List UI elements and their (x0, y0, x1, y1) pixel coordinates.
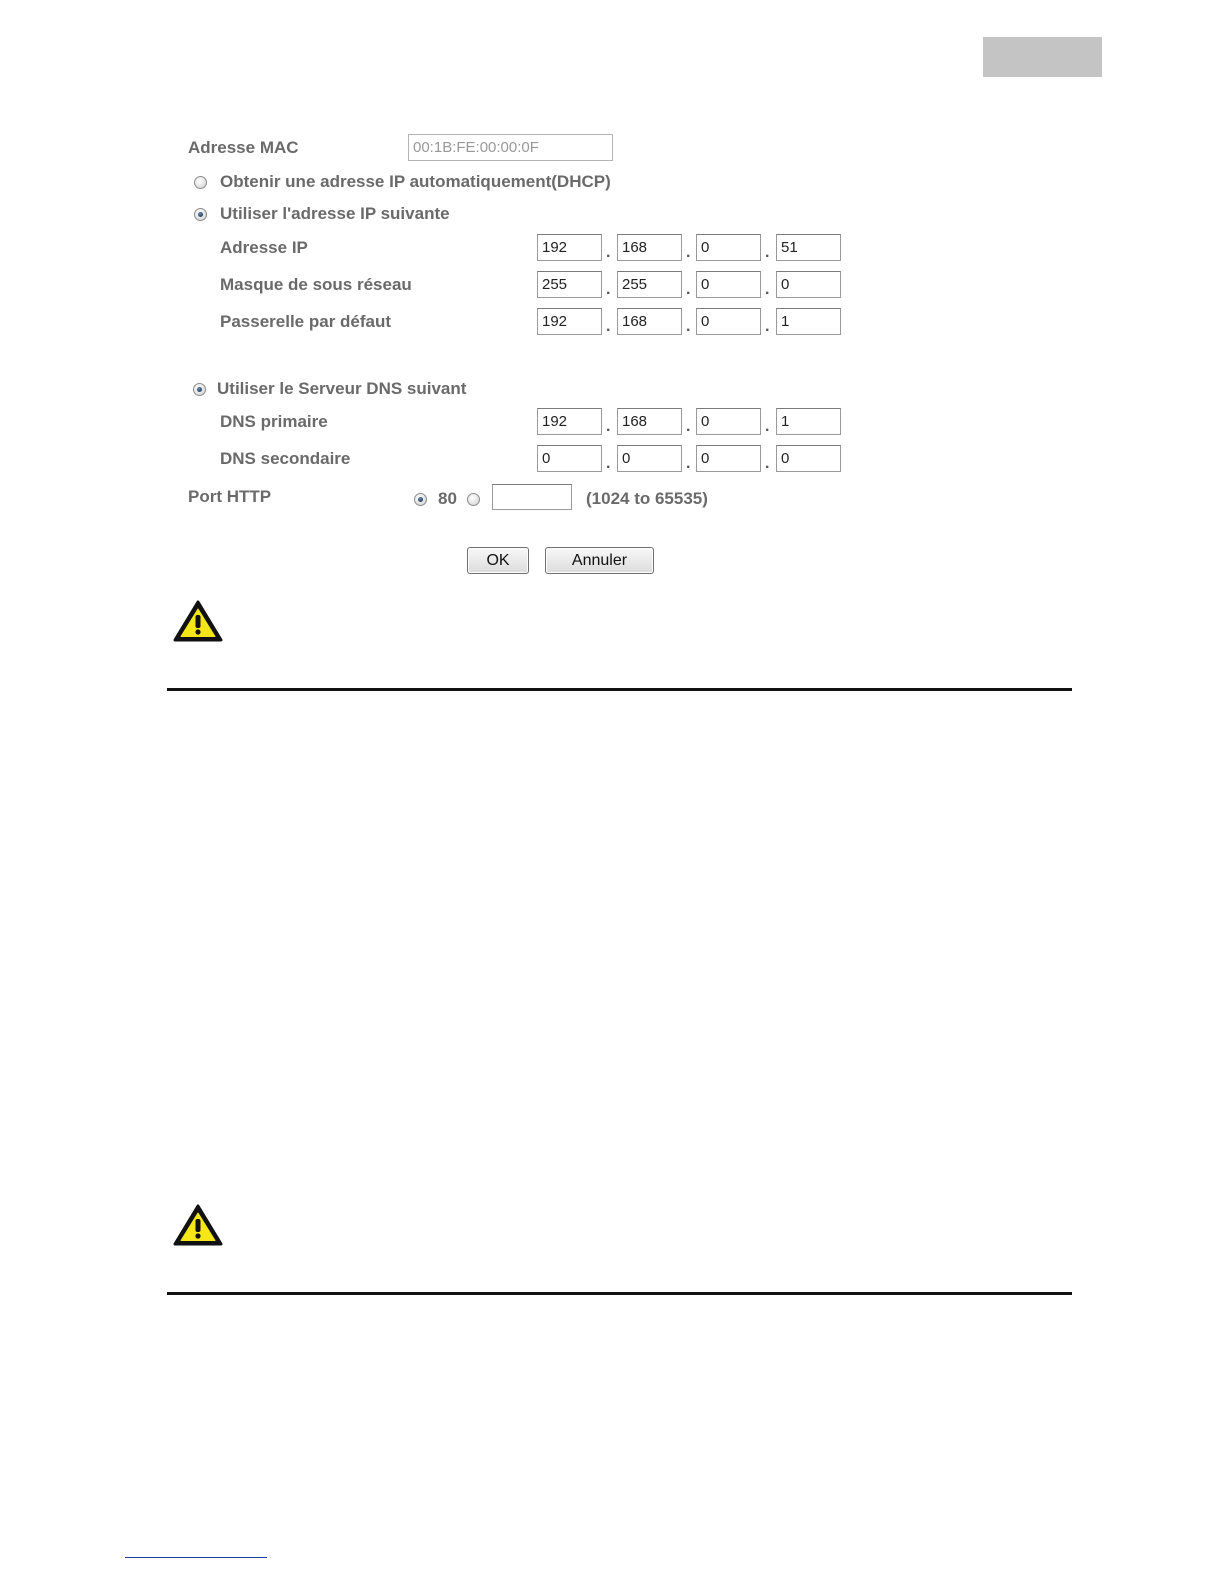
subnet-mask-octet-1[interactable] (537, 271, 602, 298)
cancel-button[interactable]: Annuler (545, 547, 654, 574)
octet-separator: . (765, 418, 770, 435)
dns-primary-octet-1[interactable] (537, 408, 602, 435)
section-divider (167, 1292, 1072, 1295)
dns-secondary-octet-2[interactable] (617, 445, 682, 472)
dns-secondary-octet-1[interactable] (537, 445, 602, 472)
ip-address-octet-3[interactable] (696, 234, 761, 261)
http-port-custom-field[interactable] (492, 484, 572, 510)
dns-secondary-octet-4[interactable] (776, 445, 841, 472)
mac-address-field[interactable] (408, 134, 613, 161)
gateway-octet-3[interactable] (696, 308, 761, 335)
octet-separator: . (606, 418, 611, 435)
octet-separator: . (606, 244, 611, 261)
bottom-link-underline (125, 1557, 267, 1558)
octet-separator: . (686, 418, 691, 435)
http-port-default-radio[interactable] (414, 493, 427, 506)
http-port-range-hint: (1024 to 65535) (586, 489, 708, 508)
octet-separator: . (765, 455, 770, 472)
octet-separator: . (686, 244, 691, 261)
dns-secondary-octet-3[interactable] (696, 445, 761, 472)
gateway-label: Passerelle par défaut (220, 312, 392, 331)
dhcp-radio[interactable] (194, 176, 207, 189)
subnet-mask-octet-3[interactable] (696, 271, 761, 298)
header-gray-box (983, 37, 1102, 77)
static-ip-radio[interactable] (194, 208, 207, 221)
octet-separator: . (606, 281, 611, 298)
dns-primary-label: DNS primaire (220, 412, 328, 431)
gateway-octet-1[interactable] (537, 308, 602, 335)
http-port-label: Port HTTP (188, 487, 272, 506)
static-ip-option-label: Utiliser l'adresse IP suivante (220, 204, 450, 223)
warning-icon (172, 599, 224, 643)
dns-secondary-label: DNS secondaire (220, 449, 351, 468)
octet-separator: . (686, 318, 691, 335)
dns-primary-octet-2[interactable] (617, 408, 682, 435)
gateway-octet-2[interactable] (617, 308, 682, 335)
ip-address-octet-2[interactable] (617, 234, 682, 261)
dhcp-option-label: Obtenir une adresse IP automatiquement(DHCP) (220, 172, 611, 191)
octet-separator: . (765, 318, 770, 335)
section-divider (167, 688, 1072, 691)
octet-separator: . (686, 281, 691, 298)
http-port-default-value: 80 (438, 489, 457, 508)
dns-primary-octet-4[interactable] (776, 408, 841, 435)
mac-address-label: Adresse MAC (188, 138, 299, 157)
octet-separator: . (606, 318, 611, 335)
octet-separator: . (686, 455, 691, 472)
subnet-mask-octet-4[interactable] (776, 271, 841, 298)
dns-primary-octet-3[interactable] (696, 408, 761, 435)
warning-icon (172, 1203, 224, 1247)
ip-address-octet-4[interactable] (776, 234, 841, 261)
http-port-custom-radio[interactable] (467, 493, 480, 506)
ip-address-label: Adresse IP (220, 238, 308, 257)
dns-option-label: Utiliser le Serveur DNS suivant (217, 379, 467, 398)
subnet-mask-label: Masque de sous réseau (220, 275, 412, 294)
octet-separator: . (765, 281, 770, 298)
gateway-octet-4[interactable] (776, 308, 841, 335)
dns-manual-radio[interactable] (193, 383, 206, 396)
octet-separator: . (606, 455, 611, 472)
octet-separator: . (765, 244, 770, 261)
ip-address-octet-1[interactable] (537, 234, 602, 261)
subnet-mask-octet-2[interactable] (617, 271, 682, 298)
ok-button[interactable]: OK (467, 547, 529, 574)
